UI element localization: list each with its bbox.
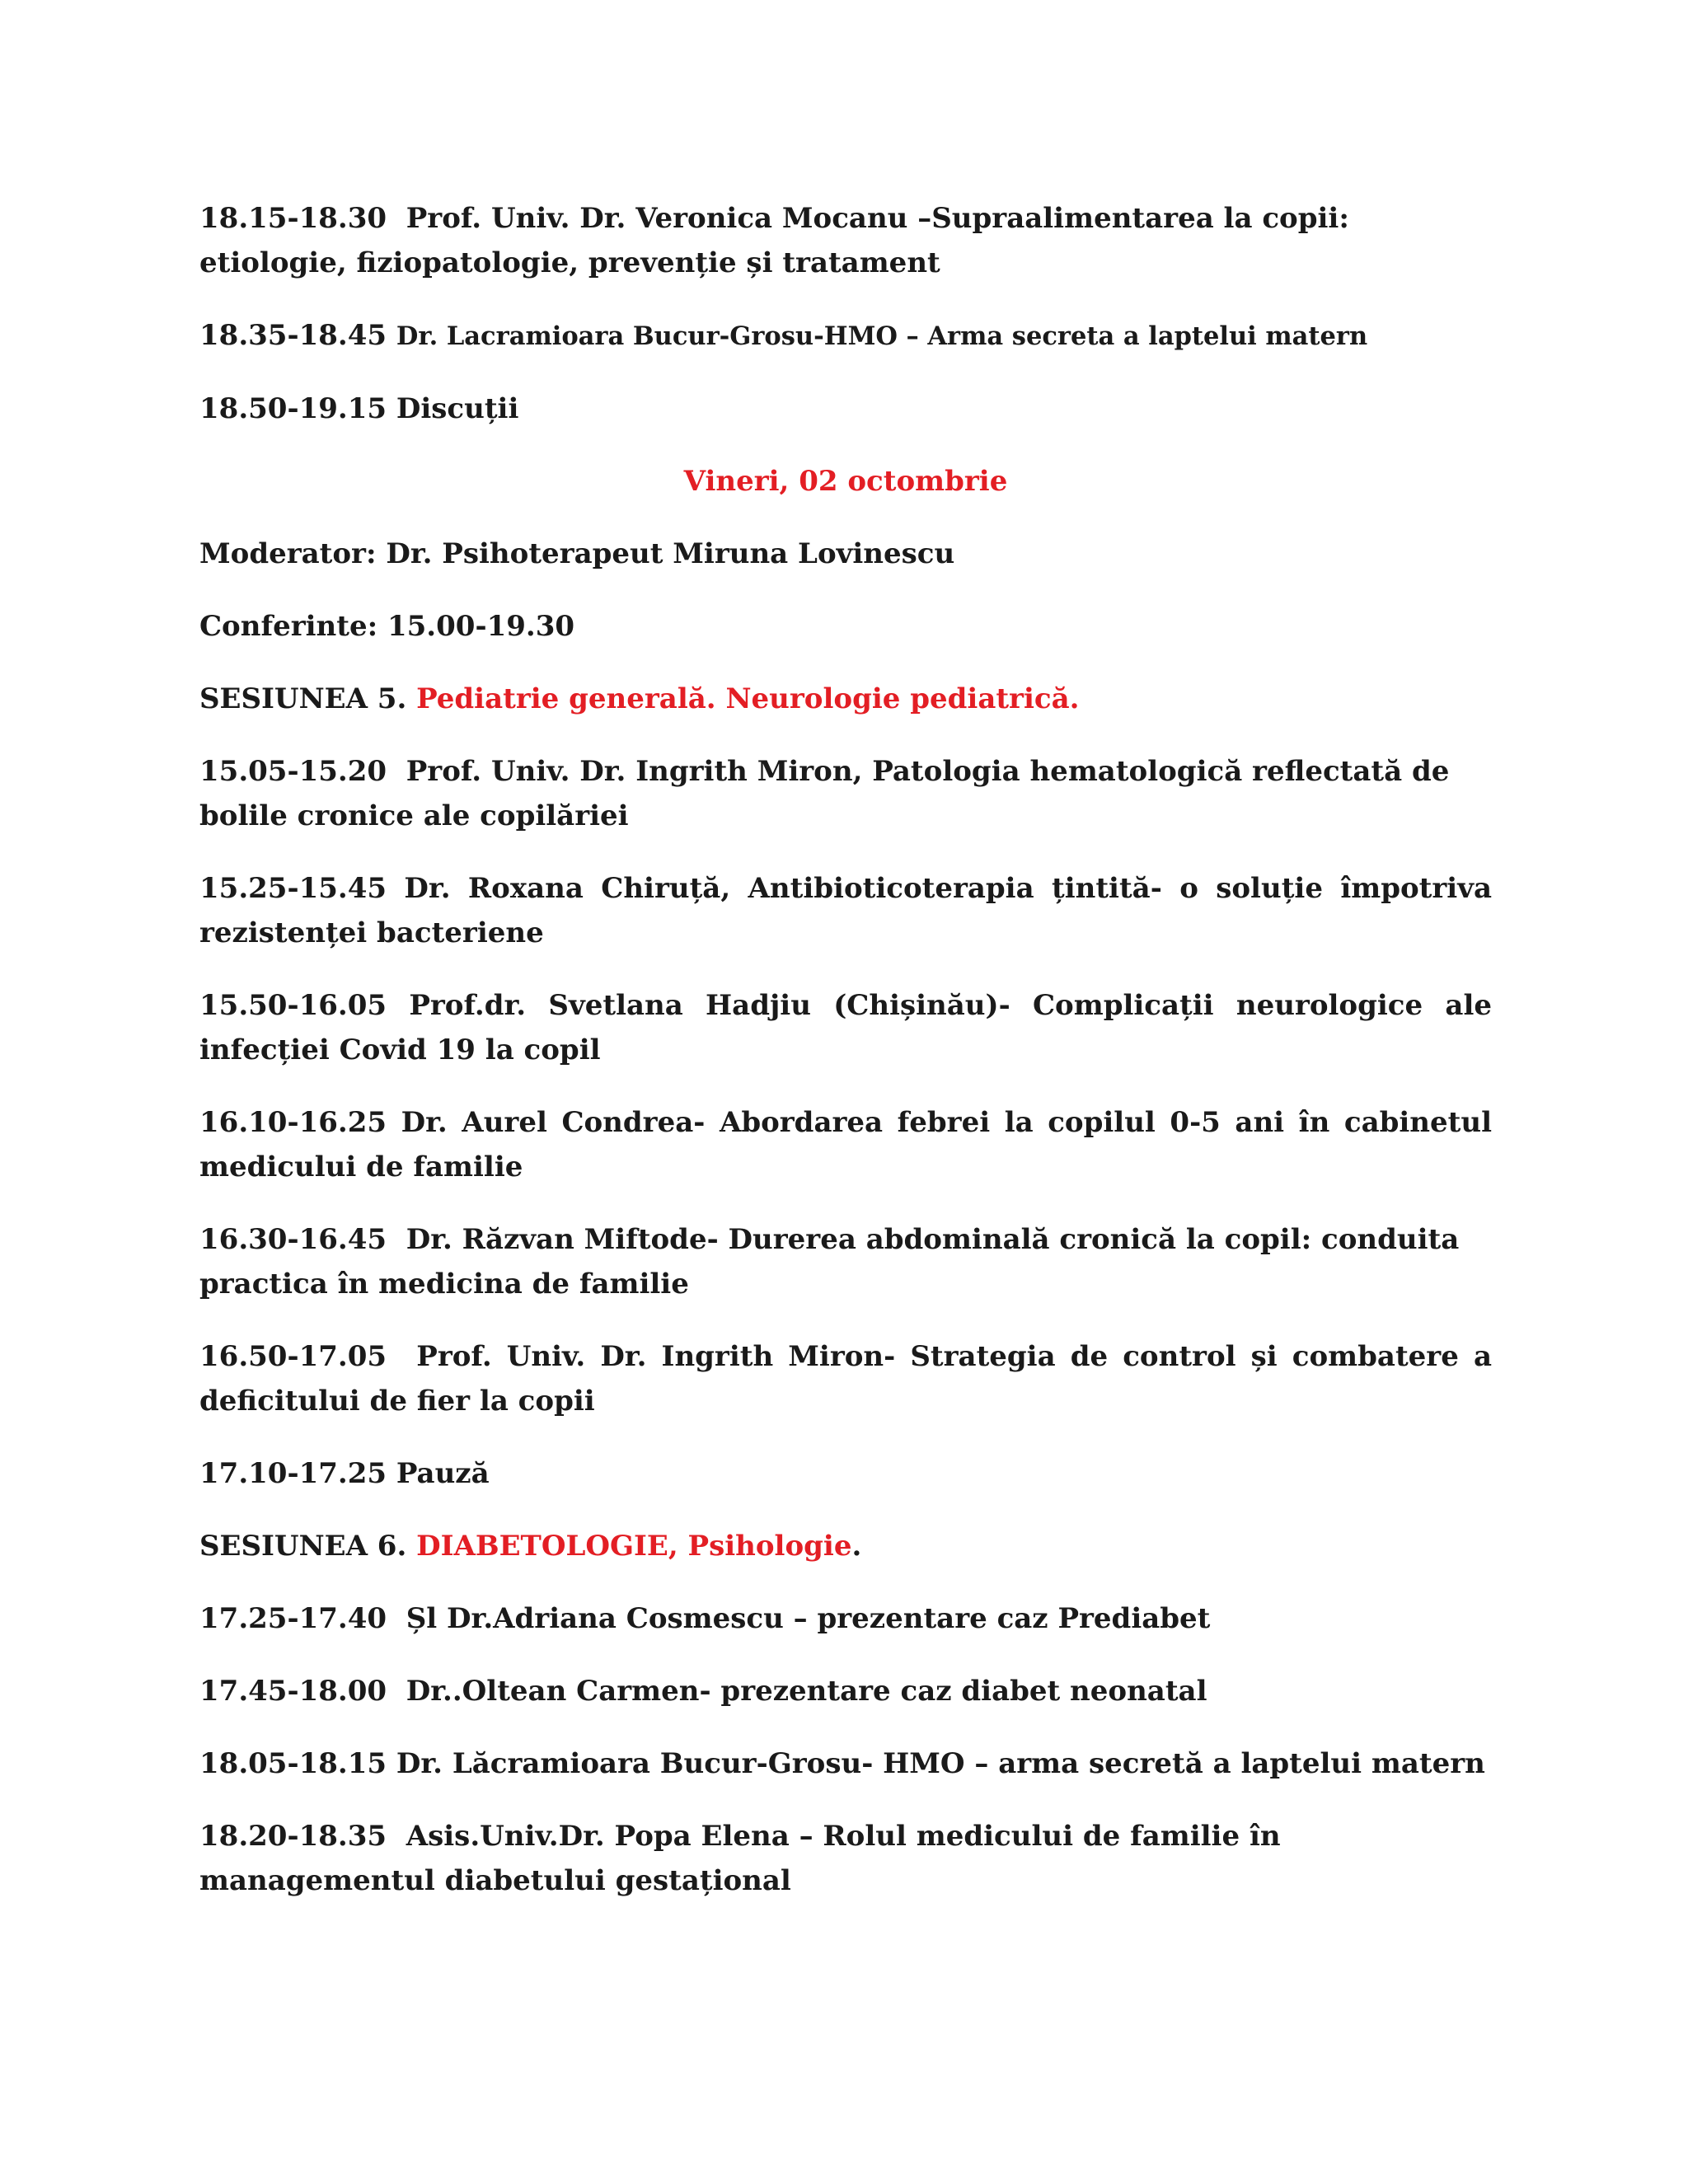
item-time: 17.45-18.00: [199, 1675, 387, 1708]
item-text: Dr. Răzvan Miftode- Durerea abdominală cronică la copil: conduita practica în medicina de familie: [199, 1223, 1460, 1301]
item-time: 18.35-18.45: [199, 319, 387, 352]
program-item: [199, 1100, 1492, 1189]
session-heading: [199, 677, 1492, 721]
item-text: Prof. Univ. Dr. Ingrith Miron- Strategia de control și combatere a deficitului de fier la copii: [199, 1340, 1492, 1418]
day-heading: Vineri, 02 octombrie: [683, 465, 1008, 498]
session-title: Pediatrie generală. Neurologie pediatrică.: [416, 682, 1080, 715]
item-time: 18.05-18.15: [199, 1747, 387, 1780]
item-time: 15.25-15.45: [199, 872, 387, 905]
item-text: Asis.Univ.Dr. Popa Elena – Rolul medicului de familie în managementul diabetului gestațional: [199, 1820, 1281, 1897]
program-item: [199, 983, 1492, 1072]
program-item: [199, 1217, 1492, 1306]
program-item: [199, 1596, 1492, 1641]
conferences-line: Conferinte: 15.00-19.30: [199, 610, 575, 643]
item-time: 17.10-17.25: [199, 1457, 387, 1490]
program-item: [199, 749, 1492, 838]
session-label: SESIUNEA 6.: [199, 1530, 407, 1563]
item-text: Dr..Oltean Carmen- prezentare caz diabet neonatal: [406, 1675, 1207, 1708]
item-text: Dr. Lăcramioara Bucur-Grosu- HMO – arma secretă a laptelui matern: [396, 1747, 1485, 1780]
program-item: [199, 1334, 1492, 1423]
program-item: [199, 866, 1492, 955]
item-text: Dr. Roxana Chiruță, Antibioticoterapia țintită- o soluție împotriva rezistenței bacteriene: [199, 872, 1492, 949]
item-text: Pauză: [396, 1457, 490, 1490]
item-text: Dr. Aurel Condrea- Abordarea febrei la copilul 0-5 ani în cabinetul medicului de familie: [199, 1106, 1492, 1183]
program-item: [199, 1814, 1492, 1903]
item-time: 16.50-17.05: [199, 1340, 387, 1373]
program-item: [199, 1451, 1492, 1496]
item-time: 16.30-16.45: [199, 1223, 387, 1256]
item-text: Dr. Lacramioara Bucur-Grosu-HMO – Arma secreta a laptelui matern: [396, 321, 1368, 351]
session-suffix: .: [851, 1530, 862, 1563]
program-item: [199, 313, 1492, 359]
program-item: [199, 196, 1492, 285]
item-time: 18.20-18.35: [199, 1820, 387, 1853]
program-content: [199, 196, 1492, 1931]
program-item: [199, 1669, 1492, 1713]
item-time: 16.10-16.25: [199, 1106, 387, 1139]
item-text: Prof.dr. Svetlana Hadjiu (Chișinău)- Complicații neurologice ale infecției Covid 19 la copil: [199, 989, 1492, 1066]
item-time: 15.05-15.20: [199, 755, 387, 788]
item-text: Prof. Univ. Dr. Veronica Mocanu –Supraalimentarea la copii: etiologie, fiziopatologie, prevenție și tratament: [199, 202, 1349, 279]
session-heading: [199, 1524, 1492, 1568]
session-label: SESIUNEA 5.: [199, 682, 407, 715]
item-time: 17.25-17.40: [199, 1602, 387, 1635]
item-time: 18.15-18.30: [199, 202, 387, 235]
item-text: Discuții: [396, 392, 519, 425]
program-item: [199, 387, 1492, 431]
session-title: DIABETOLOGIE, Psihologie: [416, 1530, 852, 1563]
program-item: [199, 1741, 1492, 1786]
item-time: 18.50-19.15: [199, 392, 387, 425]
item-time: 15.50-16.05: [199, 989, 387, 1022]
item-text: Prof. Univ. Dr. Ingrith Miron, Patologia hematologică reflectată de bolile cronice ale copilăriei: [199, 755, 1450, 832]
moderator-line: Moderator: Dr. Psihoterapeut Miruna Lovinescu: [199, 537, 955, 570]
item-text: Șl Dr.Adriana Cosmescu – prezentare caz Prediabet: [406, 1602, 1211, 1635]
